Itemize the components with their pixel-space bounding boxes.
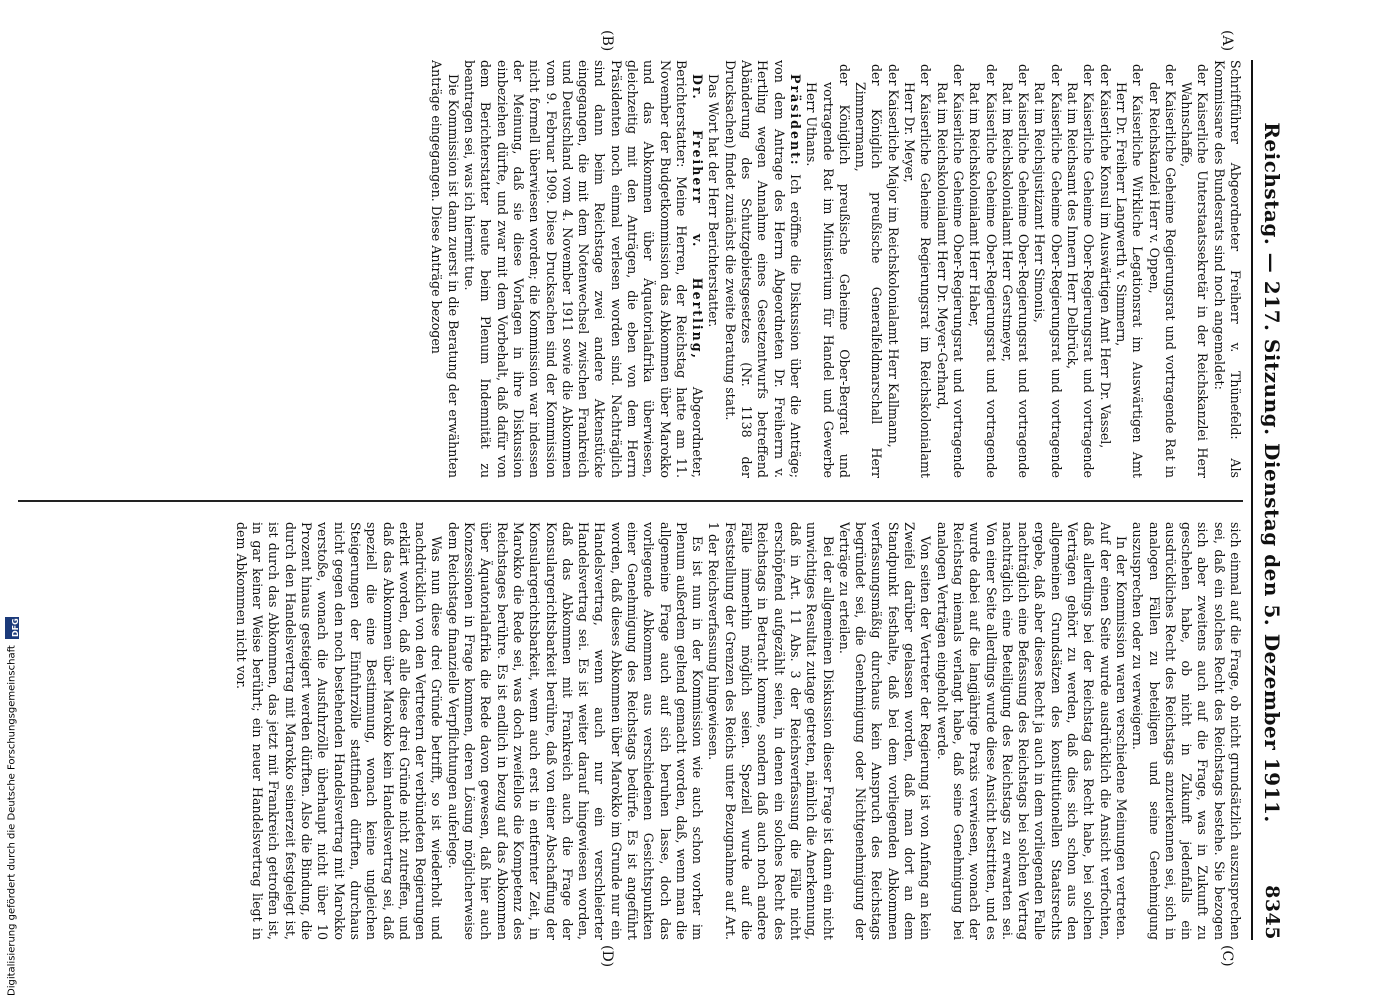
list-item: der Kaiserliche Geheime Ober-Regierungsrat und vortragende Rat im Reichsjustizamt Herr Simonis, <box>1032 64 1064 478</box>
left-column <box>18 60 1243 478</box>
paragraph: sich einmal auf die Frage, ob nicht grundsätzlich auszusprechen sei, daß ein solches Recht des Reichstags bestehe. Sie bezogen sich aber zweitens auch auf die Frage, was in Zukunft zu geschehen habe, ob nicht in Zukunft jedenfalls ein ausdrückliches Recht des Reichstags anzuerkennen sei, sich in analogen Fällen zu beteiligen und seine Genehmigung auszusprechen oder zu verweigern. <box>1130 522 1243 940</box>
president-paragraph <box>722 60 803 478</box>
closing-paragraph: Die Kommission ist dann zuerst in die Beratung der erwähnten Anträge eingegangen. Diese Anträge bezogen <box>429 60 461 478</box>
president-text: Ich eröffne die Diskussion über die Anträge; von dem Antrage des Herrn Abgeordneten Dr. Freiherrn v. Hertling wegen Annahme eines Gesetzentwurfs betreffend Abänderung des Schutzgebietsgesetzes (Nr. 1138 der Drucksachen) findet zunächst die zweite Beratung statt. <box>722 60 803 478</box>
page-header <box>1257 60 1287 940</box>
speaker-paragraph <box>461 60 705 478</box>
president-label: Präsident: <box>787 74 803 167</box>
dfg-logo-icon: DFG <box>5 617 19 639</box>
column-divider <box>18 500 1243 502</box>
paragraph: Von seiten der Vertreter der Regierung ist von Anfang an kein Zweifel darüber gelassen worden, daß man dort an dem Standpunkt festhalte, daß bei dem vorliegenden Abkommen verfassungsmäßig durchaus kein Anspruch des Reichstags begründet sei, die Genehmigung oder Nichtgenehmigung der Verträge zu erteilen. <box>836 522 934 940</box>
list-item: der Kaiserliche Geheime Regierungsrat im Reichskolonialamt Herr Dr. Meyer, <box>902 64 934 478</box>
margin-marker-b: (B) <box>599 30 615 52</box>
list-item: der Kaiserliche Unterstaatssekretär in der Reichskanzlei Herr Wahnschaffe, <box>1179 64 1211 478</box>
document-page <box>15 0 1315 1000</box>
list-item: der Königlich preußische Geheime Ober-Bergrat und vortragende Rat im Ministerium für Handel und Gewerbe Herr Uthans. <box>804 64 852 478</box>
speaker-text: Abgeordneter, Berichterstatter: Meine Herren, der Reichstag hatte am 11. November der Budgetkommission das Abkommen über Marokko und das Abkommen über Äquatorialafrika überwiesen, gleichzeitig mit den Anträgen, die eben von dem Herrn Präsidenten noch einmal verlesen worden sind. Nachträglich sind dann beim Reichstage zwei andere Aktenstücke eingegangen, die mit dem Notenwechsel zwischen Frankreich und Deutschland vom 4. November 1911 sowie die Abkommen vom 9. Februar 1909. Diese Drucksachen sind der Kommission nicht formell überwiesen worden; die Kommission war indessen der Meinung, daß sie diese Vorlagen in ihre Diskussion einbeziehen dürfte, und zwar mit dem Vorbehalt, daß dafür von dem Berichterstatter heute beim Plenum Indemnität zu beantragen sei, was ich hiermit tue. <box>462 60 706 478</box>
page-header-title: Reichstag. — 217. Sitzung. Dienstag den 5. Dezember 1911. <box>1260 122 1284 823</box>
margin-marker-c: (C) <box>1219 945 1235 967</box>
page-number: 8345 <box>1261 885 1283 940</box>
paragraph: Bei der allgemeinen Diskussion dieser Frage ist dann ein nicht unwichtiges Resultat zutage getreten, nämlich die Anerkennung, daß in Art. 11 Abs. 3 der Reichsverfassung die Fälle nicht erschöpfend aufgezählt seien, in denen ein solches Recht des Reichstags in Betracht komme, sondern daß auch noch andere Fälle immerhin möglich seien. Speziell wurde auf die Feststellung der Grenzen des Reichs unter Bezugnahme auf Art. 1 der Reichsverfassung hingewiesen. <box>706 522 836 940</box>
list-item: der Königlich preußische Generalfeldmarschall Herr Zimmermann, <box>853 64 885 478</box>
margin-marker-a: (A) <box>1219 30 1235 52</box>
credit-text: Digitalisierung gefördert durch die Deutsche Forschungsgemeinschaft <box>6 645 18 996</box>
list-item: der Kaiserliche Geheime Ober-Regierungsrat und vortragende Rat im Reichskolonialamt Herr Gerstmeyer, <box>999 64 1032 478</box>
paragraph: Was nun diese drei Gründe betrifft, so ist wiederholt und nachdrücklich von den Vertretern der verbündeten Regierungen erklärt worden, daß alle diese drei Gründe nicht zutreffen, und daß das Abkommen über Marokko kein Handelsvertrag sei, daß speziell die eine Bestimmung, wonach keine ungleichen Steigerungen der Einfuhrzölle stattfinden dürften, durchaus nicht gegen den noch bestehenden Handelsvertrag mit Marokko verstoße, wonach die Ausfuhrzölle überhaupt nicht über 10 Prozent hinaus gesteigert werden dürften. Also die Bindung, die durch den Handelsvertrag mit Marokko seinerzeit festgelegt ist, ist durch das Abkommen, das jetzt mit Frankreich getroffen ist, in gar keiner Weise berührt; ein neuer Handelsvertrag liegt in dem Abkommen nicht vor. <box>233 522 445 940</box>
header-rule <box>1251 60 1253 940</box>
list-item: der Kaiserliche Major im Reichskolonialamt Herr Kallmann, <box>885 64 901 448</box>
list-item: der Kaiserliche Geheime Regierungsrat und vortragende Rat in der Reichskanzlei Herr v. Oppen, <box>1146 64 1178 478</box>
digitization-credit <box>2 596 22 996</box>
word-paragraph: Das Wort hat der Herr Berichterstatter. <box>706 74 722 328</box>
commissioner-list <box>803 60 1210 478</box>
list-item: der Kaiserliche Geheime Ober-Regierungsrat und vortragende Rat im Reichskolonialamt Herr Haber, <box>967 64 999 478</box>
margin-marker-d: (D) <box>599 945 615 968</box>
list-item: der Kaiserliche Geheime Ober-Regierungsrat und vortragende Rat im Reichsamt des Innern Herr Delbrück, <box>1065 64 1097 478</box>
paragraph: In der Kommission waren verschiedene Meinungen vertreten. Auf der einen Seite wurde ausdrücklich die Ansicht verfochten, daß allerdings bei der Reichstag das Recht habe, bei solchen Verträgen gehört zu werden, daß dies sich schon aus den allgemeinen Grundsätzen des konstitutionellen Staatsrechts ergebe, daß aber dieses Recht ja auch in dem vorliegenden Falle nachträglich eine Befassung des Reichstags bei solchen Vertrag nachträglich eine Beteiligung des Reichstags zu erwarten sei. Von einer Seite allerdings wurde diese Ansicht bestritten, und es wurde dabei auf die langjährige Praxis verwiesen, wonach der Reichstag niemals verlangt habe, daß seine Genehmigung bei analogen Verträgen eingeholt werde. <box>934 522 1129 940</box>
paragraph: Es ist nun in der Kommission wie auch schon vorher im Plenum außerdem geltend gemacht worden, daß, wenn man die allgemeine Frage auch auf sich beruhen lasse, doch das vorliegende Abkommen aus verschiedenen Gesichtspunkten einer Genehmigung des Reichstags bedürfe. Es ist angeführt worden, daß dieses Abkommen über Marokko im Grunde nur ein Handelsvertrag, wenn auch nur ein verschleierter Handelsvertrag sei. Es ist weiter darauf hingewiesen worden, daß das Abkommen mit Frankreich auch die Frage der Konsulargerichtsbarkeit berühre, daß von einer Abschaffung der Konsulargerichtsbarkeit, wenn auch erst in entfernter Zeit, in Marokko die Rede sei, was doch zweifellos die Kompetenz des Reichstages berühre. Es ist endlich in bezug auf das Abkommen über Äquatorialafrika die Rede davon gewesen, daß hier auch Konzessionen in Frage kommen, deren Lösung möglicherweise dem Reichstage finanzielle Verpflichtungen auferlege. <box>445 522 706 940</box>
right-column <box>18 522 1243 940</box>
speaker-label: Dr. Freiherr v. Hertling, <box>690 74 706 360</box>
list-item: der Kaiserliche Wirkliche Legationsrat im Auswärtigen Amt Herr Dr. Freiherr Langwerth v. Simmern, <box>1113 64 1146 478</box>
list-item: der Kaiserliche Geheime Ober-Regierungsrat und vortragende Rat im Reichskolonialamt Herr Dr. Meyer-Gerhard, <box>934 64 966 478</box>
intro-paragraph: Schriftführer Abgeordneter Freiherr v. Thünefeld: Als Kommissare des Bundesrats sind noch angemeldet: <box>1211 60 1243 478</box>
list-item: der Kaiserliche Konsul im Auswärtigen Amt Herr Dr. Vassel, <box>1097 64 1113 449</box>
